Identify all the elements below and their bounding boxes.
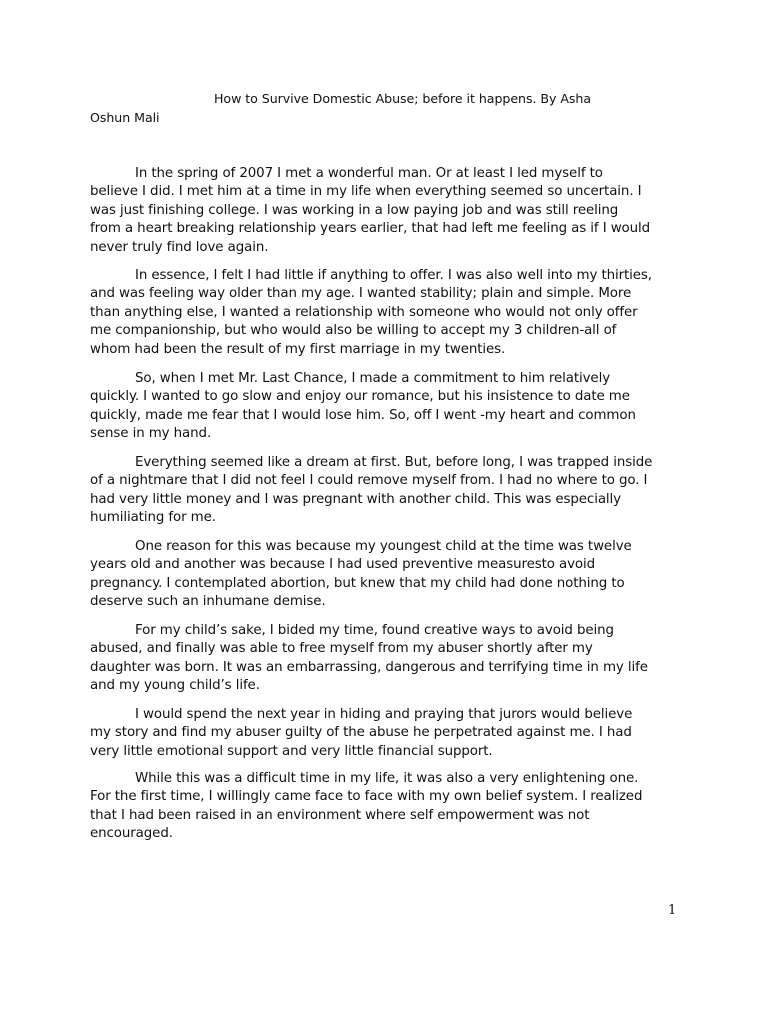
text-line: I would spend the next year in hiding and praying that jurors would believe (135, 707, 633, 722)
text-line: Everything seemed like a dream at first. But, before long, I was trapped inside (135, 455, 653, 470)
text-line: So, when I met Mr. Last Chance, I made a commitment to him relatively (135, 371, 611, 386)
text-line: deserve such an inhumane demise. (90, 594, 326, 610)
paragraph (90, 454, 690, 528)
text-line: that I had been raised in an environment where self empowerment was not (90, 807, 590, 823)
text-line: from a heart breaking relationship years earlier, that had left me feeling as if I would (90, 221, 651, 237)
document-title-continued: Oshun Mali (90, 110, 160, 125)
text-line: whom had been the result of my first marriage in my twenties. (90, 341, 506, 357)
text-line: pregnancy. I contemplated abortion, but knew that my child had done nothing to (90, 575, 625, 591)
text-line: sense in my hand. (90, 426, 212, 442)
text-line: never truly find love again. (90, 239, 269, 255)
text-line: abused, and finally was able to free myself from my abuser shortly after my (90, 641, 593, 657)
text-line: than anything else, I wanted a relationship with someone who would not only offer (90, 304, 638, 320)
page-number: 1 (668, 903, 677, 918)
text-line: quickly. I wanted to go slow and enjoy our romance, but his insistence to date me (90, 389, 630, 405)
paragraph (90, 538, 690, 612)
text-line: While this was a difficult time in my life, it was also a very enlightening one. (135, 771, 639, 786)
text-line: had very little money and I was pregnant with another child. This was especially (90, 491, 621, 507)
paragraph (90, 770, 690, 844)
text-line: my story and find my abuser guilty of the abuse he perpetrated against me. I had (90, 725, 632, 741)
paragraph (90, 706, 690, 761)
text-line: daughter was born. It was an embarrassing, dangerous and terrifying time in my life (90, 659, 648, 675)
text-line: me companionship, but who would also be willing to accept my 3 children-all of (90, 323, 617, 339)
paragraph (90, 622, 690, 696)
paragraph (90, 267, 690, 359)
text-line: One reason for this was because my youngest child at the time was twelve (135, 539, 632, 554)
text-line: of a nightmare that I did not feel I could remove myself from. I had no where to go. I (90, 473, 648, 489)
text-line: In the spring of 2007 I met a wonderful man. Or at least I led myself to (135, 166, 603, 181)
text-line: humiliating for me. (90, 510, 216, 526)
text-line: very little emotional support and very little financial support. (90, 743, 493, 759)
paragraph (90, 370, 690, 444)
text-line: encouraged. (90, 826, 173, 842)
text-line: and was feeling way older than my age. I wanted stability; plain and simple. More (90, 286, 632, 302)
text-line: believe I did. I met him at a time in my life when everything seemed so uncertain. I (90, 184, 642, 200)
text-line: quickly, made me fear that I would lose him. So, off I went -my heart and common (90, 407, 636, 423)
paragraph (90, 165, 690, 257)
document-title: How to Survive Domestic Abuse; before it happens. By Asha (214, 91, 592, 106)
text-line: years old and another was because I had used preventive measuresto avoid (90, 557, 596, 573)
text-line: and my young child’s life. (90, 678, 260, 694)
text-line: For the first time, I willingly came face to face with my own belief system. I realized (90, 789, 643, 805)
text-line: For my child’s sake, I bided my time, found creative ways to avoid being (135, 623, 614, 638)
text-line: In essence, I felt I had little if anything to offer. I was also well into my thirties, (135, 268, 652, 283)
text-line: was just finishing college. I was working in a low paying job and was still reeling (90, 202, 619, 218)
